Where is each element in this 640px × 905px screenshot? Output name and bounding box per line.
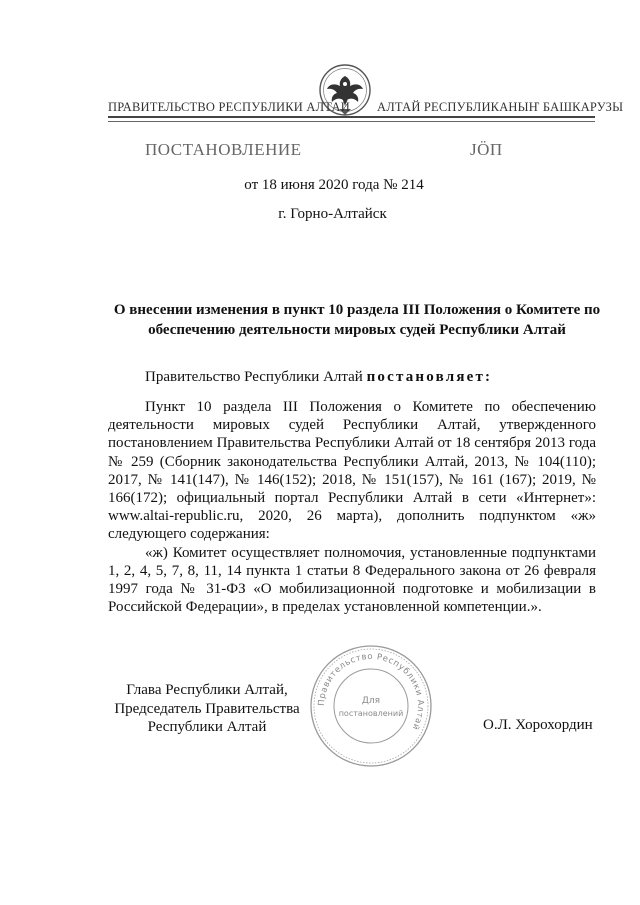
signatory-name: О.Л. Хорохордин xyxy=(483,717,593,733)
svg-text:Правительство Республики Алтай xyxy=(317,652,425,732)
signatory-line-1: Глава Республики Алтай, xyxy=(126,682,288,698)
doc-type-russian: ПОСТАНОВЛЕНИЕ xyxy=(145,140,302,159)
doc-type-altai: ЈӦП xyxy=(470,140,503,159)
document-body xyxy=(108,398,596,616)
document-date-number: от 18 июня 2020 года № 214 xyxy=(244,177,424,193)
signatory-line-3: Республики Алтай xyxy=(147,719,267,735)
body-paragraph-1: Пункт 10 раздела III Положения о Комитете по обеспечению деятельности мировых судей Республики Алтай, утвержденного постановлением Правительства Республики Алтай от 18 сентября 2013 года № 259 (Сборник законодательства Республики Алтай, 2013, № 104(110); 2017, № 141(147), № 146(152); 2018, № 151(157), № 161 (167); 2019, № 166(172); официальный портал Республики Алтай в сети «Интернет»: www.altai-republic.ru, 2020, 26 марта), дополнить подпунктом «ж» следующего содержания: xyxy=(108,399,596,543)
stamp-ring-text: Правительство Республики Алтай xyxy=(316,651,426,732)
header-left-title: ПРАВИТЕЛЬСТВО РЕСПУБЛИКИ АЛТАЙ xyxy=(108,100,350,114)
signatory-line-2: Председатель Правительства xyxy=(114,700,300,717)
signatory-position xyxy=(107,681,307,737)
header-right-title: АЛТАЙ РЕСПУБЛИКАНЫҤ БАШКАРУЗЫ xyxy=(377,100,624,114)
stamp-center-line-2: постановлений xyxy=(338,709,404,718)
document-city: г. Горно-Алтайск xyxy=(278,206,387,222)
official-stamp-icon xyxy=(308,643,434,769)
stamp-center-line-1: Для xyxy=(361,696,381,706)
resolve-keyword: постановляет: xyxy=(366,369,493,385)
body-paragraph-2: «ж) Комитет осуществляет полномочия, установленные подпунктами 1, 2, 4, 5, 7, 8, 11, 14 пункта 1 статьи 8 Федерального закона от 26 февраля 1997 года № 31-ФЗ «О мобилизационной подготовке и мобилизации в Российской Федерации», в пределах установленной компетенции.». xyxy=(108,544,596,616)
resolve-line xyxy=(145,369,492,386)
header-divider xyxy=(108,116,595,118)
header-divider-thin xyxy=(108,121,595,122)
resolve-prefix: Правительство Республики Алтай xyxy=(145,369,367,385)
document-title: О внесении изменения в пункт 10 раздела III Положения о Комитете по обеспечению деятельности мировых судей Республики Алтай xyxy=(113,302,601,338)
